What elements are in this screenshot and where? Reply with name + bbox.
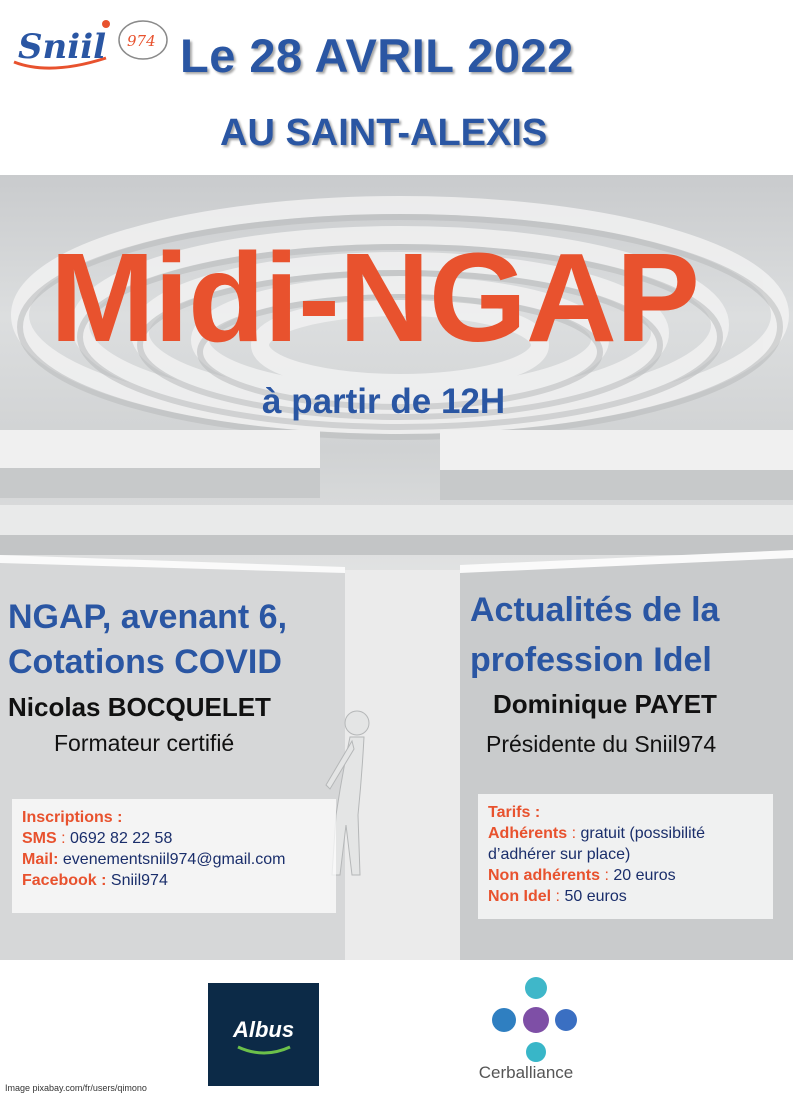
albus-logo bbox=[208, 983, 319, 1086]
members-price-note: d’adhérer sur place) bbox=[488, 846, 631, 863]
image-credit: Image pixabay.com/fr/users/qimono bbox=[5, 1083, 147, 1093]
non-idel-price: 50 euros bbox=[564, 888, 627, 905]
left-topic-line1: NGAP, avenant 6, bbox=[8, 598, 288, 636]
cerballiance-logo-text: Cerballiance bbox=[478, 1063, 574, 1082]
sms-label: SMS bbox=[22, 830, 57, 847]
non-idel-price-line bbox=[488, 886, 763, 907]
non-members-price-line bbox=[488, 865, 763, 886]
registration-heading: Inscriptions : bbox=[22, 809, 123, 826]
non-idel-separator: : bbox=[551, 888, 565, 905]
sms-line bbox=[22, 828, 326, 849]
sniil974-logo bbox=[10, 14, 170, 76]
members-label: Adhérents bbox=[488, 825, 568, 842]
facebook-label: Facebook : bbox=[22, 872, 107, 889]
non-members-separator: : bbox=[600, 867, 614, 884]
right-speaker: Dominique PAYET bbox=[493, 689, 717, 719]
members-separator: : bbox=[567, 825, 581, 842]
event-start-time: à partir de 12H bbox=[262, 382, 506, 421]
event-venue: AU SAINT-ALEXIS bbox=[220, 112, 548, 154]
facebook-line bbox=[22, 870, 326, 891]
registration-box bbox=[12, 799, 336, 913]
mail-label: Mail: bbox=[22, 851, 59, 868]
right-topic-line2: profession Idel bbox=[470, 641, 712, 679]
non-idel-label: Non Idel bbox=[488, 888, 552, 905]
albus-logo-text: Albus bbox=[232, 1017, 295, 1042]
event-date: Le 28 AVRIL 2022 bbox=[180, 29, 574, 82]
left-speaker: Nicolas BOCQUELET bbox=[8, 692, 271, 722]
logo-number: 974 bbox=[127, 32, 156, 50]
left-speaker-role: Formateur certifié bbox=[54, 730, 235, 756]
sms-number[interactable]: 0692 82 22 58 bbox=[70, 830, 173, 847]
albus-swoosh-icon bbox=[236, 1045, 292, 1057]
cerballiance-dots-icon bbox=[470, 975, 582, 1063]
pricing-box bbox=[478, 794, 773, 919]
pricing-heading: Tarifs : bbox=[488, 804, 541, 821]
non-members-label: Non adhérents bbox=[488, 867, 601, 884]
event-title: Midi-NGAP bbox=[50, 227, 699, 368]
maze-background bbox=[0, 175, 793, 960]
non-members-price: 20 euros bbox=[613, 867, 676, 884]
right-speaker-role: Présidente du Sniil974 bbox=[486, 731, 717, 757]
facebook-account[interactable]: Sniil974 bbox=[106, 872, 168, 889]
mail-address[interactable]: evenementsniil974@gmail.com bbox=[58, 851, 286, 868]
members-price: gratuit (possibilité bbox=[580, 825, 705, 842]
members-price-line bbox=[488, 823, 763, 844]
mail-line bbox=[22, 849, 326, 870]
right-topic-line1: Actualités de la bbox=[470, 591, 720, 629]
cerballiance-logo bbox=[470, 975, 582, 1087]
logo-text: Sniil bbox=[18, 27, 107, 67]
left-topic-line2: Cotations COVID bbox=[8, 643, 282, 681]
sms-separator: : bbox=[56, 830, 71, 847]
